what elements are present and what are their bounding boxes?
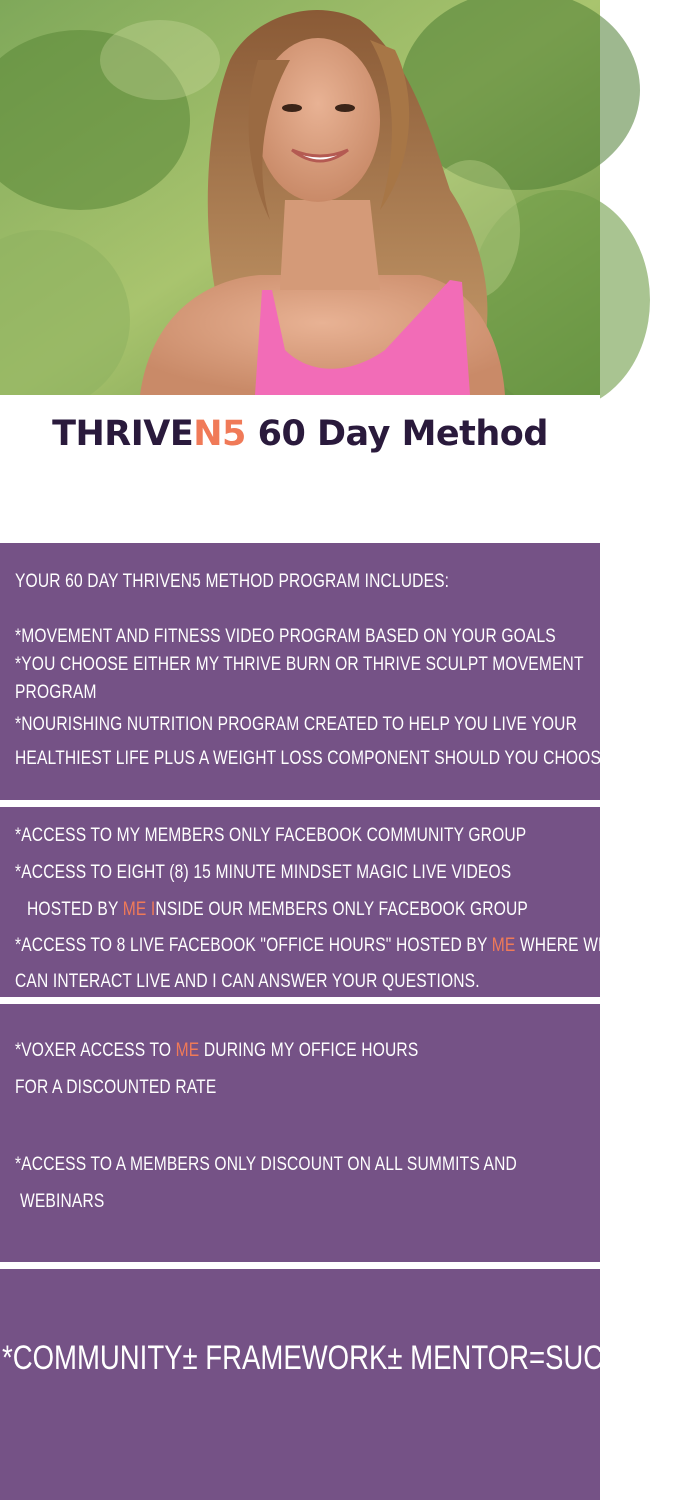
hosted-by-text: HOSTED BY bbox=[27, 899, 123, 920]
voxer-item-cont: FOR A DISCOUNTED RATE bbox=[15, 1077, 217, 1098]
choose-program-item-cont: PROGRAM bbox=[15, 682, 97, 703]
office-hours-item bbox=[15, 935, 609, 957]
me-highlight: ME I bbox=[122, 899, 156, 920]
office-hours-text: DURING MY OFFICE HOURS bbox=[199, 1040, 419, 1061]
title-part-method: 60 Day Method bbox=[245, 414, 548, 454]
voxer-item bbox=[15, 1040, 418, 1062]
office-hours-text: *ACCESS TO 8 LIVE FACEBOOK "OFFICE HOURS" HOSTED BY bbox=[15, 935, 492, 956]
program-includes-panel bbox=[0, 543, 612, 800]
discount-item-cont: WEBINARS bbox=[20, 1191, 105, 1212]
where-we-text: WHERE WE bbox=[515, 935, 609, 956]
motto-panel bbox=[0, 1269, 678, 1500]
hero-photo bbox=[0, 0, 600, 395]
voxer-discount-panel bbox=[0, 1004, 600, 1262]
choose-program-item: *YOU CHOOSE EITHER MY THRIVE BURN OR THRIVE SCULPT MOVEMENT bbox=[15, 654, 584, 675]
page-title bbox=[0, 414, 600, 454]
inside-group-text: NSIDE OUR MEMBERS ONLY FACEBOOK GROUP bbox=[155, 899, 528, 920]
success-motto: *COMMUNITY± FRAMEWORK± MENTOR=SUCCESS bbox=[2, 1339, 678, 1377]
me-highlight: ME bbox=[175, 1040, 200, 1061]
me-highlight: ME bbox=[491, 935, 516, 956]
movement-item: *MOVEMENT AND FITNESS VIDEO PROGRAM BASED ON YOUR GOALS bbox=[15, 626, 556, 647]
mindset-videos-item: *ACCESS TO EIGHT (8) 15 MINUTE MINDSET MAGIC LIVE VIDEOS bbox=[15, 862, 512, 883]
discount-item: *ACCESS TO A MEMBERS ONLY DISCOUNT ON ALL SUMMITS AND bbox=[15, 1154, 517, 1175]
community-access-panel bbox=[0, 807, 609, 997]
nutrition-item-cont: HEALTHIEST LIFE PLUS A WEIGHT LOSS COMPONENT SHOULD YOU CHOOSE bbox=[15, 748, 612, 769]
mindset-videos-item-cont bbox=[27, 899, 528, 921]
nutrition-item: *NOURISHING NUTRITION PROGRAM CREATED TO HELP YOU LIVE YOUR bbox=[15, 714, 578, 735]
program-heading: YOUR 60 DAY THRIVEN5 METHOD PROGRAM INCLUDES: bbox=[15, 571, 450, 592]
office-hours-item-cont: CAN INTERACT LIVE AND I CAN ANSWER YOUR QUESTIONS. bbox=[15, 971, 480, 992]
facebook-group-item: *ACCESS TO MY MEMBERS ONLY FACEBOOK COMMUNITY GROUP bbox=[15, 825, 527, 846]
title-part-n5: N5 bbox=[193, 414, 246, 454]
voxer-text: *VOXER ACCESS TO bbox=[15, 1040, 176, 1061]
title-part-thrive: THRIVE bbox=[52, 414, 194, 454]
